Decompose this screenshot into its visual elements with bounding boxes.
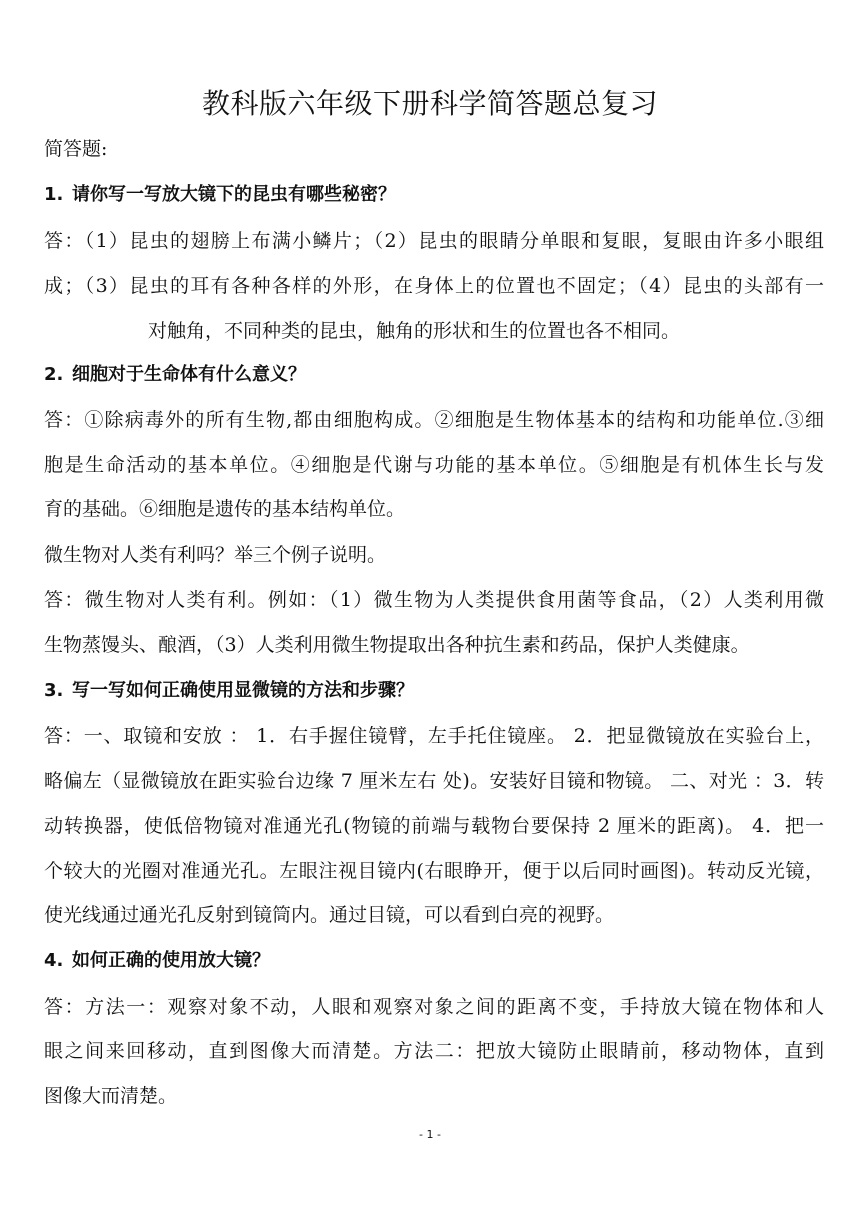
answer-line: 答：（1）昆虫的翅膀上布满小鳞片；（2）昆虫的眼睛分单眼和复眼，复眼由许多小眼组 <box>44 230 824 252</box>
question-1 <box>44 180 396 206</box>
question-4 <box>44 946 270 972</box>
answer-line: 图像大而清楚。 <box>44 1085 178 1107</box>
answer-line: 眼之间来回移动，直到图像大而清楚。方法二：把放大镜防止眼睛前，移动物体，直到 <box>44 1040 824 1062</box>
answer-line: 动转换器，使低倍物镜对准通光孔(物镜的前端与载物台要保持 2 厘米的距离)。 4．把一 <box>44 815 824 837</box>
answer-line: 答：方法一：观察对象不动，人眼和观察对象之间的距离不变，手持放大镜在物体和人 <box>44 996 824 1018</box>
page-number: - 1 - <box>419 1128 441 1141</box>
answer-line: 答：一、取镜和安放 ： 1．右手握住镜臂，左手托住镜座。 2．把显微镜放在实验台上， <box>44 725 824 747</box>
question-extra-text: 微生物对人类有利吗？举三个例子说明。 <box>44 544 387 566</box>
answer-line: 生物蒸馒头、酿酒，（3）人类利用微生物提取出各种抗生素和药品，保护人类健康。 <box>44 634 750 656</box>
answer-line: 胞是生命活动的基本单位。④细胞是代谢与功能的基本单位。⑤细胞是有机体生长与发 <box>44 454 824 476</box>
answer-line: 个较大的光圈对准通光孔。左眼注视目镜内(右眼睁开，便于以后同时画图)。转动反光镜， <box>44 860 824 882</box>
section-label: 简答题: <box>44 138 108 160</box>
answer-line: 答：微生物对人类有利。例如：（1）微生物为人类提供食用菌等食品，（2）人类利用微 <box>44 589 824 611</box>
answer-line: 成；（3）昆虫的耳有各种各样的外形，在身体上的位置也不固定；（4）昆虫的头部有一 <box>44 275 824 297</box>
question-number: 1. <box>44 184 64 205</box>
question-number: 3. <box>44 680 64 701</box>
page-title: 教科版六年级下册科学简答题总复习 <box>201 87 658 120</box>
answer-line: 答：①除病毒外的所有生物,都由细胞构成。②细胞是生物体基本的结构和功能单位.③细 <box>44 409 824 431</box>
question-3 <box>44 676 414 702</box>
question-number: 2. <box>44 364 64 385</box>
answer-line: 使光线通过通光孔反射到镜筒内。通过目镜，可以看到白亮的视野。 <box>44 904 615 926</box>
answer-line: 育的基础。⑥细胞是遗传的基本结构单位。 <box>44 498 406 520</box>
answer-line: 略偏左（显微镜放在距实验台边缘 7 厘米左右 处)。安装好目镜和物镜。 二、对光 ：3．转 <box>44 770 824 792</box>
question-number: 4. <box>44 950 64 971</box>
question-text: 如何正确的使用放大镜？ <box>72 950 270 971</box>
question-text: 细胞对于生命体有什么意义？ <box>72 364 306 385</box>
question-text: 写一写如何正确使用显微镜的方法和步骤？ <box>72 680 414 701</box>
answer-line: 对触角，不同种类的昆虫，触角的形状和生的位置也各不相同。 <box>148 320 681 342</box>
question-2 <box>44 360 306 386</box>
question-text: 请你写一写放大镜下的昆虫有哪些秘密？ <box>72 184 396 205</box>
